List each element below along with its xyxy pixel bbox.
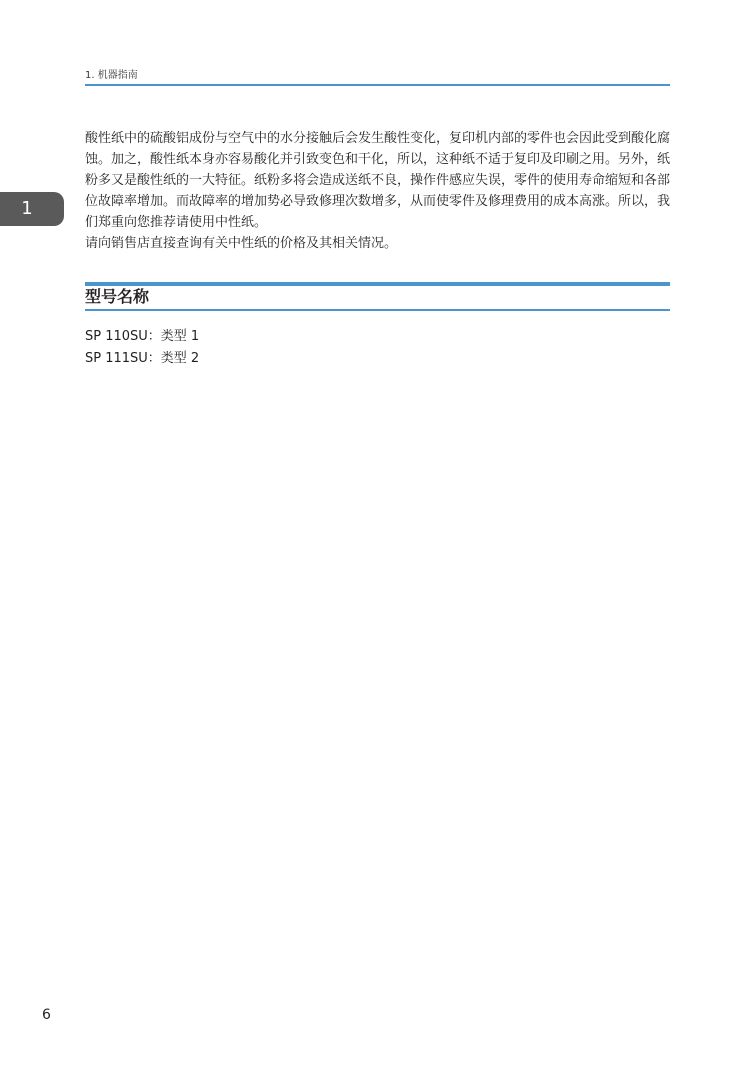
body-paragraph: 酸性纸中的硫酸铝成份与空气中的水分接触后会发生酸性变化，复印机内部的零件也会因此受到酸化腐蚀。加之，酸性纸本身亦容易酸化并引致变色和干化，所以，这种纸不适于复印及印刷之用。另外，纸粉多又是酸性纸的一大特征。纸粉多将会造成送纸不良，操作件感应失误，零件的使用寿命缩短和各部位故障率增加。而故障率的增加势必导致修理次数增多，从而使零件及修理费用的成本高涨。所以，我们郑重向您推荐请使用中性纸。	[85, 131, 671, 230]
body-paragraph: 请向销售店直接查询有关中性纸的价格及其相关情况。	[85, 236, 398, 251]
model-item: SP 111SU：类型 2	[85, 351, 200, 366]
section-rule-top	[85, 282, 670, 286]
running-header: 1. 机器指南	[85, 70, 138, 81]
model-list	[85, 326, 199, 370]
section-rule-bottom	[85, 309, 670, 311]
header-rule	[85, 84, 670, 86]
section-title: 型号名称	[85, 287, 150, 306]
page-number: 6	[42, 1007, 51, 1023]
model-item: SP 110SU：类型 1	[85, 329, 200, 344]
chapter-tab: 1	[0, 192, 64, 226]
